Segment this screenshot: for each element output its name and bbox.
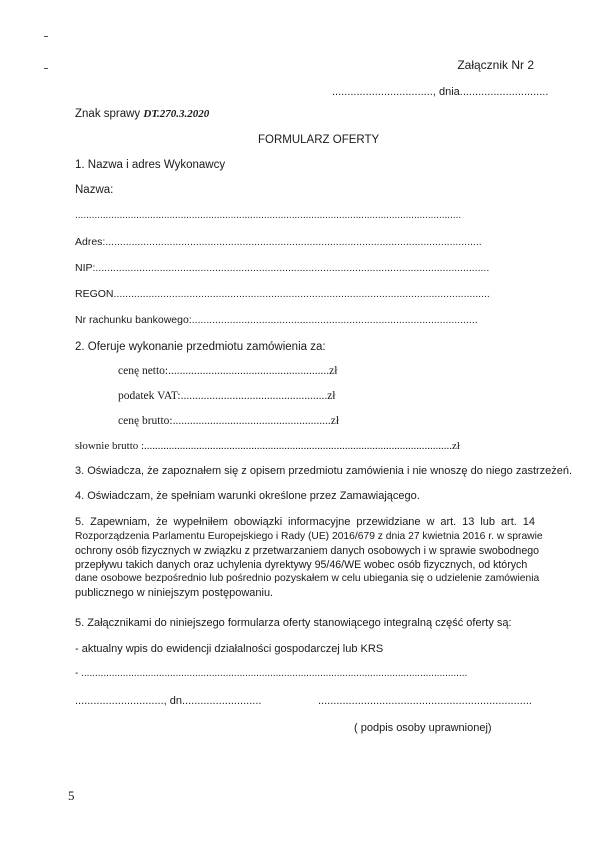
statement-5-line: ochrony osób fizycznych w związku z przetwarzaniem danych osobowych i w sprawie swobodnego xyxy=(75,544,539,557)
statement-5-line: przepływu takich danych oraz uchylenia dyrektywy 95/46/WE wobec osób fizycznych, od których xyxy=(75,558,528,571)
signature-caption: ( podpis osoby uprawnionej) xyxy=(354,722,492,734)
statement-5-line: dane osobowe bezpośrednio lub pośrednio pozyskałem w celu ubiegania się o udzielenie zamówienia xyxy=(75,572,540,584)
signature-place-date: ............................., dn.......................... xyxy=(75,695,262,707)
net-price-line: cenę netto:........................................................zł xyxy=(118,365,338,377)
attachment-item: - aktualny wpis do ewidencji działalności gospodarczej lub KRS xyxy=(75,643,384,655)
statement-5-line: 5. Zapewniam, że wypełniłem obowiązki informacyjne przewidziane w art. 13 lub art. 14 xyxy=(75,516,535,528)
offer-heading: 2. Oferuje wykonanie przedmiotu zamówienia za: xyxy=(75,341,326,353)
regon-field-line: REGON................................................................................................................................. xyxy=(75,288,490,300)
form-title: FORMULARZ OFERTY xyxy=(258,134,380,146)
statement-4: 4. Oświadczam, że spełniam warunki określone przez Zamawiającego. xyxy=(75,490,420,502)
name-field-line: ........................................................................................................................................... xyxy=(75,210,462,221)
case-number: DT.270.3.2020 xyxy=(143,108,210,120)
contractor-heading: 1. Nazwa i adres Wykonawcy xyxy=(75,159,226,171)
signature-line: ...................................................................... xyxy=(318,695,532,707)
gross-price-line: cenę brutto:.......................................................zł xyxy=(118,415,340,427)
case-reference xyxy=(75,107,209,122)
nip-field-line: NIP:....................................................................................................................................... xyxy=(75,262,490,274)
statement-5-line: Rozporządzenia Parlamentu Europejskiego i Rady (UE) 2016/679 z dnia 27 kwietnia 2016 r. w sprawie xyxy=(75,530,543,542)
scan-mark xyxy=(44,36,48,37)
vat-line: podatek VAT:...................................................zł xyxy=(118,390,336,402)
page-number: 5 xyxy=(68,788,75,803)
gross-in-words-line: słownie brutto :................................................................................................................zł xyxy=(75,440,460,452)
statement-3: 3. Oświadcza, że zapoznałem się z opisem przedmiotu zamówienia i nie wnoszę do niego zastrzeżeń. xyxy=(75,465,573,477)
attachment-label: Załącznik Nr 2 xyxy=(457,58,534,72)
attachments-heading: 5. Załącznikami do niniejszego formularza oferty stanowiącego integralną część oferty są: xyxy=(75,617,512,629)
name-label: Nazwa: xyxy=(75,184,114,196)
case-prefix: Znak sprawy xyxy=(75,108,141,120)
statement-5-paragraph xyxy=(75,515,543,600)
statement-5-line: publicznego w niniejszym postępowaniu. xyxy=(75,586,274,599)
address-field-line: Adres:................................................................................................................................. xyxy=(75,236,482,248)
bank-account-field-line: Nr rachunku bankowego:.................................................................................................. xyxy=(75,314,478,326)
scan-mark xyxy=(44,68,48,69)
attachment-blank-line: - ........................................................................................................................................... xyxy=(75,668,468,679)
place-date-line: ................................., dnia............................. xyxy=(332,86,549,98)
